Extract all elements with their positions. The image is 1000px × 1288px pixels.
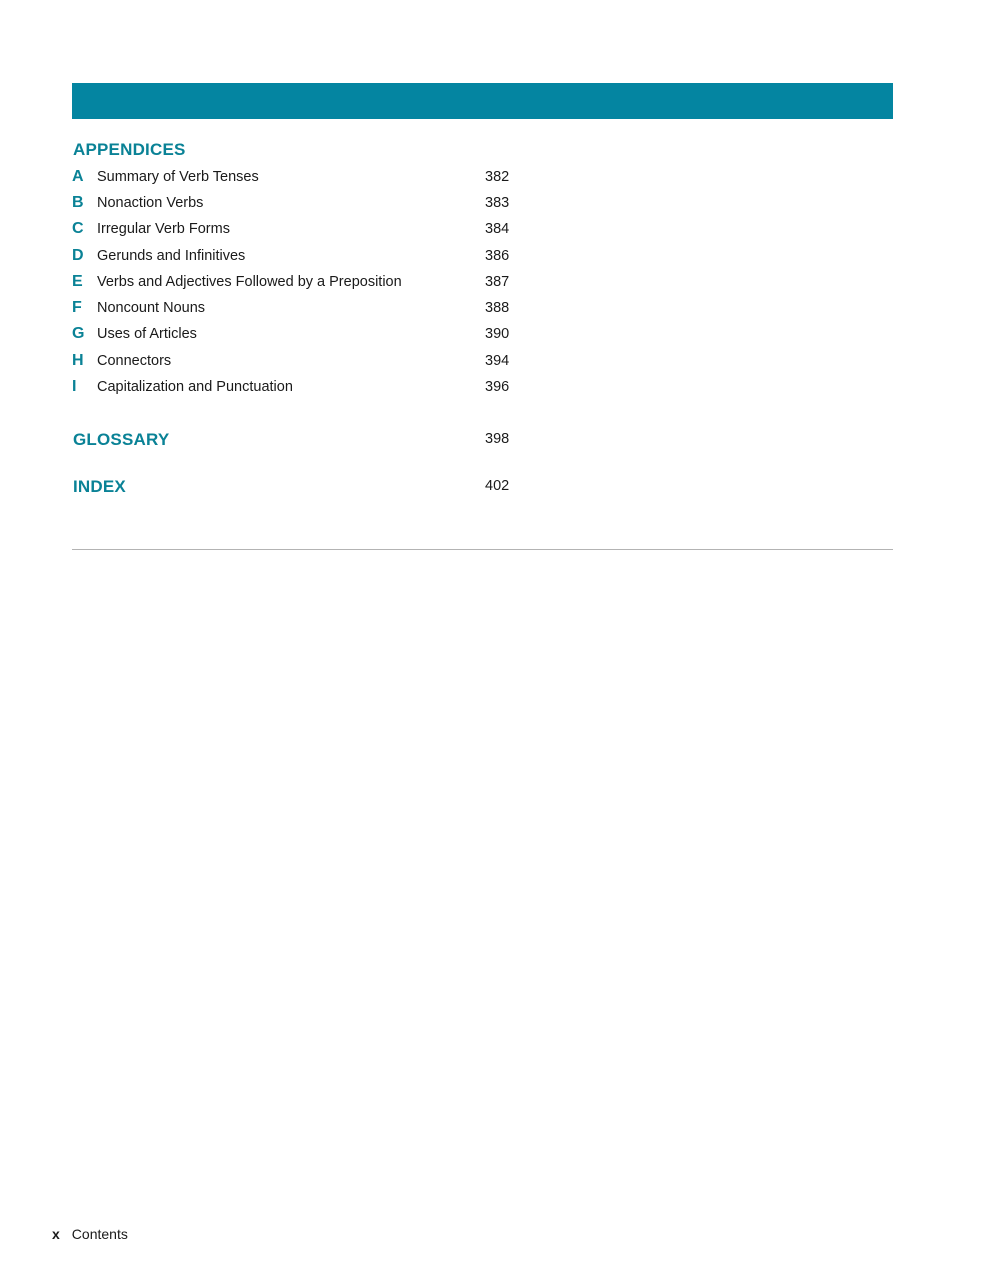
toc-title: Summary of Verb Tenses bbox=[97, 169, 259, 185]
toc-page: 394 bbox=[485, 353, 510, 369]
toc-entry-e[interactable] bbox=[72, 273, 532, 299]
toc-page: 382 bbox=[485, 169, 510, 185]
glossary-page: 398 bbox=[485, 431, 510, 447]
toc-entry-b[interactable] bbox=[72, 194, 532, 220]
toc-entry-i[interactable] bbox=[72, 378, 532, 404]
divider bbox=[72, 549, 893, 550]
toc-title: Connectors bbox=[97, 353, 172, 369]
footer-label: Contents bbox=[71, 1226, 128, 1242]
toc-page: 396 bbox=[485, 379, 510, 395]
toc-letter: H bbox=[72, 352, 84, 369]
toc-letter: F bbox=[72, 299, 82, 316]
index-page: 402 bbox=[485, 478, 510, 494]
toc-page: 384 bbox=[485, 221, 510, 237]
toc-title: Noncount Nouns bbox=[97, 300, 206, 316]
toc-letter: I bbox=[72, 378, 77, 395]
toc-letter: A bbox=[72, 168, 84, 185]
index-heading[interactable]: INDEX bbox=[73, 477, 126, 496]
toc-page: 387 bbox=[485, 274, 510, 290]
appendices-heading: APPENDICES bbox=[73, 140, 186, 159]
toc-entry-c[interactable] bbox=[72, 220, 532, 246]
toc-letter: B bbox=[72, 194, 84, 211]
toc-entry-d[interactable] bbox=[72, 247, 532, 273]
toc-title: Gerunds and Infinitives bbox=[97, 248, 246, 264]
header-bar bbox=[72, 83, 893, 119]
toc-page: 386 bbox=[485, 248, 510, 264]
toc-title: Irregular Verb Forms bbox=[97, 221, 230, 237]
toc-page: 383 bbox=[485, 195, 510, 211]
toc-entry-a[interactable] bbox=[72, 168, 532, 194]
toc-title: Nonaction Verbs bbox=[97, 195, 204, 211]
toc-page: 390 bbox=[485, 326, 510, 342]
toc-title: Verbs and Adjectives Followed by a Preposition bbox=[97, 274, 402, 290]
toc-letter: C bbox=[72, 220, 84, 237]
toc-page: 388 bbox=[485, 300, 510, 316]
toc-entry-f[interactable] bbox=[72, 299, 532, 325]
glossary-heading[interactable]: GLOSSARY bbox=[73, 430, 170, 449]
toc-entry-g[interactable] bbox=[72, 325, 532, 351]
toc-letter: D bbox=[72, 247, 84, 264]
footer-page-numeral: x bbox=[52, 1226, 60, 1242]
toc-letter: G bbox=[72, 325, 85, 342]
toc-letter: E bbox=[72, 273, 83, 290]
toc-entry-h[interactable] bbox=[72, 352, 532, 378]
toc-title: Uses of Articles bbox=[97, 326, 197, 342]
footer bbox=[52, 1226, 128, 1242]
toc-title: Capitalization and Punctuation bbox=[97, 379, 293, 395]
